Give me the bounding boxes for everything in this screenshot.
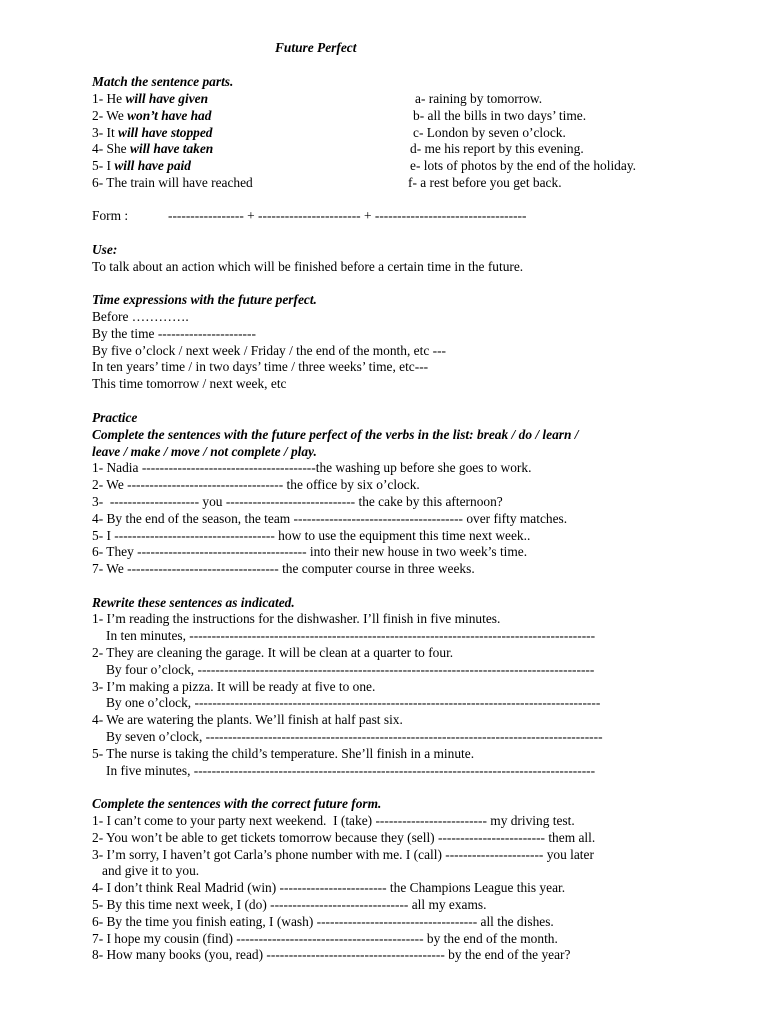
future-form-item: 1- I can’t come to your party next weekend. I (take) ------------------------- my driving test. [92, 813, 575, 828]
use-heading: Use: [92, 242, 118, 257]
practice-item: 3- -------------------- you ----------------------------- the cake by this afternoon? [92, 494, 503, 509]
rewrite-prompt: In ten minutes, ------------------------------------------------------------------------------------------- [106, 628, 596, 643]
time-expression-line: Before …………. [92, 309, 189, 324]
form-formula: ----------------- + ----------------------- + ---------------------------------- [168, 208, 527, 223]
rewrite-sentence: 3- I’m making a pizza. It will be ready at five to one. [92, 679, 376, 694]
practice-heading: Practice [92, 410, 138, 425]
rewrite-prompt: In five minutes, ------------------------------------------------------------------------------------------ [106, 763, 596, 778]
future-form-item: 8- How many books (you, read) ---------------------------------------- by the end of the year? [92, 947, 571, 962]
match-right-item: b- all the bills in two days’ time. [413, 108, 587, 123]
match-left-item: 6- The train will have reached [92, 175, 253, 190]
practice-instruction: Complete the sentences with the future perfect of the verbs in the list: break / do / learn / [92, 427, 579, 442]
match-right-item: e- lots of photos by the end of the holiday. [410, 158, 636, 173]
rewrite-sentence: 1- I’m reading the instructions for the dishwasher. I’ll finish in five minutes. [92, 611, 501, 626]
time-expression-line: In ten years’ time / in two days’ time / three weeks’ time, etc--- [92, 359, 429, 374]
practice-item: 5- I ------------------------------------ how to use the equipment this time next week.. [92, 528, 531, 543]
match-left-item: 4- She will have taken [92, 141, 214, 156]
form-label: Form : [92, 208, 129, 223]
future-form-item: 4- I don’t think Real Madrid (win) ------------------------ the Champions League this year. [92, 880, 566, 895]
rewrite-heading: Rewrite these sentences as indicated. [92, 595, 295, 610]
rewrite-sentence: 5- The nurse is taking the child’s temperature. She’ll finish in a minute. [92, 746, 475, 761]
future-form-item: and give it to you. [92, 863, 200, 878]
time-expression-line: This time tomorrow / next week, etc [92, 376, 287, 391]
rewrite-sentence: 4- We are watering the plants. We’ll finish at half past six. [92, 712, 403, 727]
match-left-item: 1- He will have given [92, 91, 209, 106]
match-right-item: f- a rest before you get back. [408, 175, 562, 190]
practice-item: 1- Nadia ---------------------------------------the washing up before she goes to work. [92, 460, 532, 475]
practice-item: 2- We ----------------------------------- the office by six o’clock. [92, 477, 420, 492]
page-title: Future Perfect [275, 40, 357, 55]
future-form-item: 3- I’m sorry, I haven’t got Carla’s phone number with me. I (call) ---------------------- you later [92, 847, 594, 862]
practice-item: 4- By the end of the season, the team -------------------------------------- over fifty matches. [92, 511, 568, 526]
match-left-item: 3- It will have stopped [92, 125, 213, 140]
time-expressions-heading: Time expressions with the future perfect. [92, 292, 317, 307]
practice-item: 6- They -------------------------------------- into their new house in two week’s time. [92, 544, 528, 559]
match-right-item: a- raining by tomorrow. [415, 91, 543, 106]
match-heading: Match the sentence parts. [92, 74, 234, 89]
rewrite-sentence: 2- They are cleaning the garage. It will be clean at a quarter to four. [92, 645, 454, 660]
match-left-item: 2- We won’t have had [92, 108, 212, 123]
rewrite-prompt: By one o’clock, ------------------------------------------------------------------------------------------- [106, 695, 601, 710]
practice-instruction: leave / make / move / not complete / play. [92, 444, 317, 459]
time-expression-line: By five o’clock / next week / Friday / the end of the month, etc --- [92, 343, 447, 358]
match-left-item: 5- I will have paid [92, 158, 191, 173]
match-right-item: c- London by seven o’clock. [413, 125, 566, 140]
future-form-item: 6- By the time you finish eating, I (wash) ------------------------------------ all the dishes. [92, 914, 554, 929]
rewrite-prompt: By four o’clock, ----------------------------------------------------------------------------------------- [106, 662, 595, 677]
time-expression-line: By the time ---------------------- [92, 326, 256, 341]
future-form-item: 5- By this time next week, I (do) ------------------------------- all my exams. [92, 897, 487, 912]
use-text: To talk about an action which will be finished before a certain time in the future. [92, 259, 524, 274]
match-right-item: d- me his report by this evening. [410, 141, 584, 156]
future-form-heading: Complete the sentences with the correct future form. [92, 796, 382, 811]
future-form-item: 2- You won’t be able to get tickets tomorrow because they (sell) ------------------------ them all. [92, 830, 596, 845]
rewrite-prompt: By seven o’clock, ----------------------------------------------------------------------------------------- [106, 729, 603, 744]
future-form-item: 7- I hope my cousin (find) ------------------------------------------ by the end of the month. [92, 931, 558, 946]
practice-item: 7- We ---------------------------------- the computer course in three weeks. [92, 561, 475, 576]
